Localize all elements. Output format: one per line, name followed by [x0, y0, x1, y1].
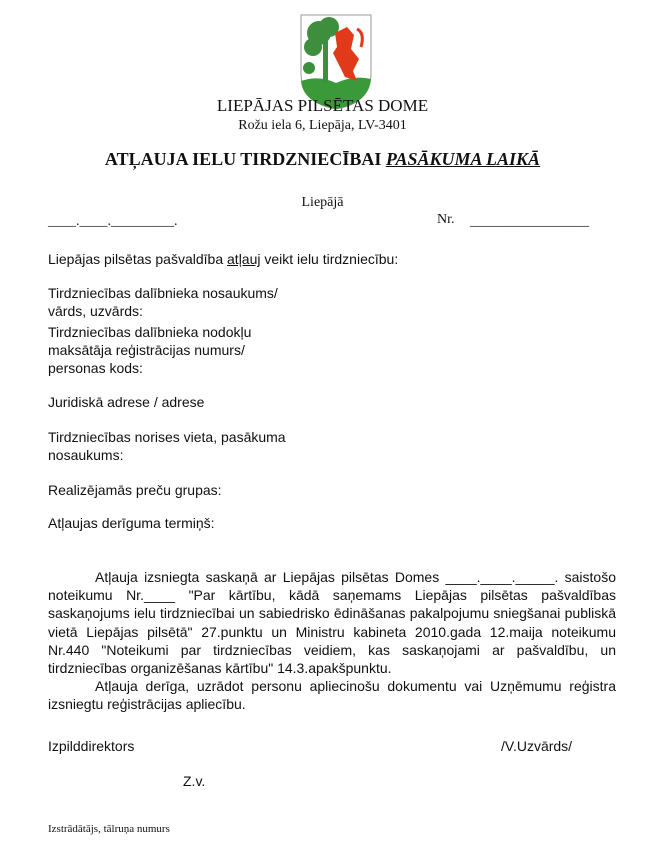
document-title [0, 149, 645, 170]
legal-basis-paragraph: Atļauja izsniegta saskaņā ar Liepājas pilsētas Domes ____.____._____. saistošo noteikumu Nr.____ "Par kārtību, kādā saņemams Liepājas pilsētas pašvaldības saskaņojums ielu tirdzniecībai un sabiedrisko ēdināšanas pakalpojumu sniegšanai publiskā vietā Liepājas pilsētā" 27.punktu un Ministru kabineta 2010.gada 12.maija noteikumu Nr.440 "Noteikumi par tirdzniecības veidiem, kas saskaņojami ar pašvaldību, un tirdzniecības organizēšanas kārtību" 14.3.apakšpunktu. [48, 569, 616, 677]
field-label-name: Tirdzniecības dalībnieka nosaukums/ vārds, uzvārds: [48, 285, 278, 319]
org-name: LIEPĀJAS PILSĒTAS DOME [216, 96, 429, 115]
field-label-validity: Atļaujas derīguma termiņš: [48, 515, 215, 531]
field-label-goods: Realizējamās preču grupas: [48, 482, 222, 498]
date-blank: ____.____._________. [48, 214, 178, 229]
field-label-address: Juridiskā adrese / adrese [48, 394, 205, 410]
signatory-name: /V.Uzvārds/ [501, 738, 573, 754]
nr-blank: _________________ [470, 214, 589, 229]
place: Liepājā [301, 195, 344, 210]
title-main: ATĻAUJA IELU TIRDZNIECĪBAI [104, 149, 386, 169]
org-address: Rožu iela 6, Liepāja, LV-3401 [238, 118, 407, 133]
field-label-tax-number: Tirdzniecības dalībnieka nodokļu maksātāja reģistrācijas numurs/ personas kods: [48, 324, 252, 376]
signatory-position: Izpilddirektors [48, 738, 135, 754]
footer-author: Izstrādātājs, tālruņa numurs [48, 823, 170, 835]
nr-label: Nr. [437, 212, 455, 227]
stamp-place: Z.v. [183, 773, 206, 789]
validity-paragraph: Atļauja derīga, uzrādot personu apliecinošu dokumentu vai Uzņēmumu reģistra izsniegtu reģistrācijas apliecību. [48, 678, 616, 713]
intro-text: Liepājas pilsētas pašvaldība atļauj veikt ielu tirdzniecību: [48, 251, 399, 267]
title-emphasis: PASĀKUMA LAIKĀ [385, 149, 541, 169]
field-label-location: Tirdzniecības norises vieta, pasākuma nosaukums: [48, 429, 286, 463]
